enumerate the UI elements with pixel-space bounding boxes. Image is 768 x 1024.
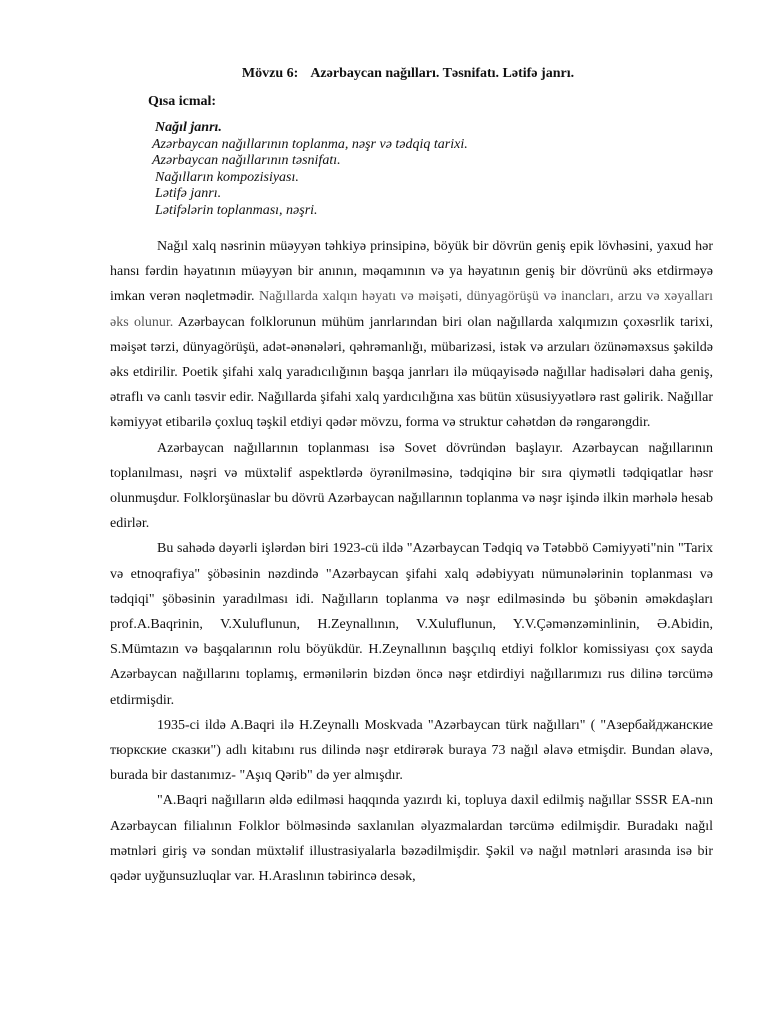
paragraph-text-muted: Nağıllarda xalqın həyatı və məişəti, dünyagörüşü və inancları, arzu və xəyalları əks olunur. bbox=[110, 289, 714, 330]
topic-outline bbox=[152, 120, 468, 220]
paragraph: 1935-ci ildə A.Baqri ilə H.Zeynallı Moskvada "Azərbaycan türk nağılları" ( "Азербайджанские тюркские сказки") adlı kitabını rus dilində nəşr etdirərək buraya 73 nağıl əlavə etmişdir. Bundan əlavə, burada bir dastanımız- "Aşıq Qərib" də yer almışdır. bbox=[110, 717, 713, 784]
page-title bbox=[0, 66, 768, 82]
paragraph: "A.Baqri nağılların əldə edilməsi haqqında yazırdı ki, topluya daxil edilmiş nağıllar SSSR EA-nın Azərbaycan filialının Folklor bölməsində saxlanılan əlyazmalardan tərcümə edilmişdir. Buradakı nağıl mətnləri giriş və sondan müxtəlif illustrasiyalarla bəzədilmişdir. Şəkil və nağıl mətnləri arasında isə bir qədər uyğunsuzluqlar var. H.Araslının təbirincə desək, bbox=[110, 793, 713, 885]
outline-item: Nağılların kompozisiyası. bbox=[155, 169, 299, 185]
summary-heading: Qısa icmal: bbox=[148, 94, 217, 109]
outline-item: Nağıl janrı. bbox=[155, 120, 222, 135]
paragraph: Azərbaycan nağıllarının toplanması isə Sovet dövründən başlayır. Azərbaycan nağıllarının toplanılması, nəşri və müxtəlif aspektlərdə öyrənilməsinə, tədqiqinə bir sıra qiymətli tədqiqatlar həsr olunmuşdur. Folklorşünaslar bu dövrü Azərbaycan nağıllarının toplanma və nəşr işində ilkin mərhələ hesab edirlər. bbox=[110, 440, 713, 532]
topic-label: Mövzu 6: bbox=[241, 66, 299, 81]
paragraph bbox=[110, 234, 713, 436]
outline-item: Azərbaycan nağıllarının toplanma, nəşr və tədqiq tarixi. bbox=[152, 136, 468, 152]
outline-item: Azərbaycan nağıllarının təsnifatı. bbox=[152, 153, 341, 169]
body-text bbox=[110, 234, 713, 889]
paragraph: Bu sahədə dəyərli işlərdən biri 1923-cü ildə "Azərbaycan Tədqiq və Tətəbbö Cəmiyyəti"nin "Tarix və etnoqrafiya" şöbəsinin nəzdində "Azərbaycan şifahi xalq ədəbiyyatı nümunələrinin toplanması və tədqiqi" şöbəsinin yaradılması idi. Nağılların toplanma və nəşr edilməsində bu şöbənin əməkdaşları prof.A.Baqrinin, V.Xuluflunun, H.Zeynallının, V.Xuluflunun, Y.V.Çəmənzəminlinin, Ə.Abidin, S.Mümtazın və başqalarının rolu böyükdür. H.Zeynallının başçılıq etdiyi folklor komissiyası çox sayda Azərbaycan nağıllarını toplamış, ermənilərin bizdən öncə nəşr etdirdiyi nağıllarımızı rus dilinə tərcümə etdirmişdir. bbox=[110, 541, 713, 708]
paragraph-text: Nağıl xalq nəsrinin müəyyən təhkiyə prinsipinə, böyük bir dövrün geniş epik lövhəsini, yaxud hər hansı fərdin həyatının müəyyən bir anının, məqamının və ya həyatının geniş bir dövrünü əks etdirməyə imkan verən nəqletmədir. bbox=[110, 239, 713, 305]
paragraph-text: Azərbaycan folklorunun mühüm janrlarından biri olan nağıllarda xalqımızın çoxəsrlik tarixi, məişət tərzi, dünyagörüşü, adət-ənənələri, qəhrəmanlığı, mübarizəsi, istək və arzuları özünəməxsus şəkildə əks etdirilir. Poetik şifahi xalq yaradıcılığının başqa janrları ilə müqayisədə nağıllar hadisələri daha geniş, ətraflı və canlı təsvir edir. Nağıllarda şifahi xalq yardıcılığına xas bütün xüsusiyyətlərə rast gəlirik. Nağıllar kəmiyyət etibarilə çoxluq təşkil etdiyi qədər mövzu, forma və struktur cəhətdən də rəngarəngdir. bbox=[110, 314, 713, 431]
outline-item: Lətifələrin toplanması, nəşri. bbox=[155, 202, 318, 218]
outline-item: Lətifə janrı. bbox=[155, 186, 222, 202]
topic-title: Azərbaycan nağılları. Təsnifatı. Lətifə janrı. bbox=[310, 66, 575, 81]
